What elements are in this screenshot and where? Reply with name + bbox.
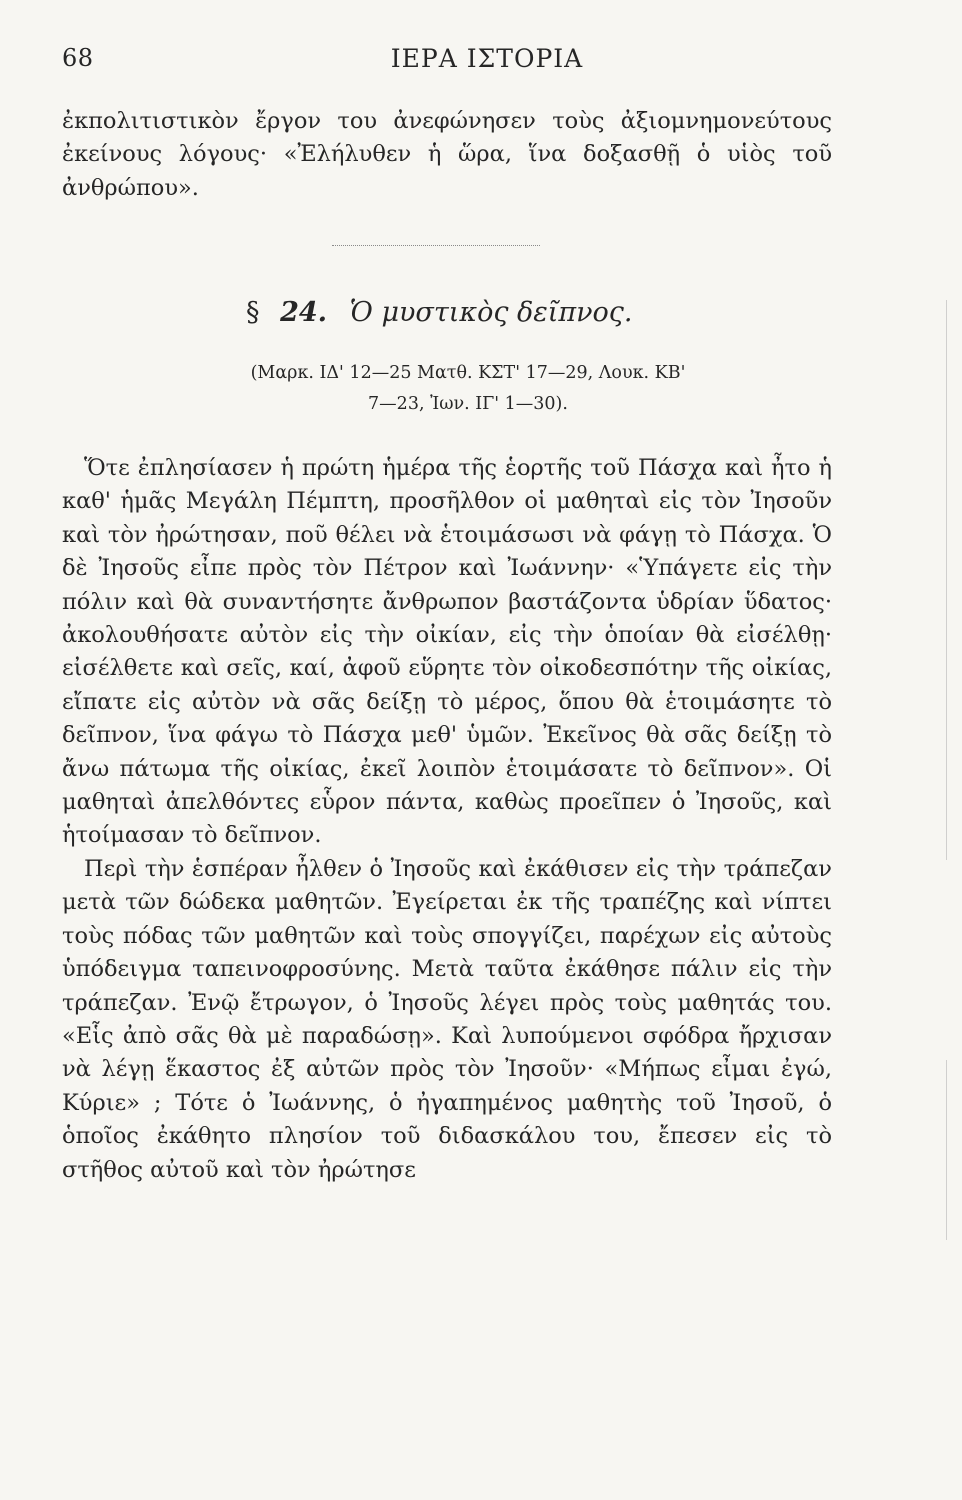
section-heading	[246, 297, 633, 328]
paragraph-passover-preparation: Ὅτε ἐπλησίασεν ἡ πρώτη ἡμέρα τῆς ἑορτῆς τοῦ Πάσχα καὶ ἦτο ἡ καθ' ἡμᾶς Μεγάλη Πέμπτη, προσῆλθον οἱ μαθηταὶ εἰς τὸν Ἰησοῦν καὶ τὸν ἠρώτησαν, ποῦ θέλει νὰ ἑτοιμάσωσι νὰ φάγῃ τὸ Πάσχα. Ὁ δὲ Ἰησοῦς εἶπε πρὸς τὸν Πέτρον καὶ Ἰωάννην· «Ὑπάγετε εἰς τὴν πόλιν καὶ θὰ συναντήσητε ἄνθρωπον βαστάζοντα ὑδρίαν ὕδατος· ἀκολουθήσατε αὐτὸν εἰς τὴν οἰκίαν, εἰς τὴν ὁποίαν θὰ εἰσέλθῃ· εἰσέλθετε καὶ σεῖς, καί, ἀφοῦ εὕρητε τὸν οἰκοδεσπότην τῆς οἰκίας, εἴπατε εἰς αὐτὸν νὰ σᾶς δείξῃ τὸ μέρος, ὅπου θὰ ἑτοιμάσητε τὸ δεῖπνον, ἵνα φάγω τὸ Πάσχα μεθ' ὑμῶν. Ἐκεῖνος θὰ σᾶς δείξῃ τὸ ἄνω πάτωμα τῆς οἰκίας, ἐκεῖ λοιπὸν ἑτοιμάσατε τὸ δεῖπνον». Οἱ μαθηταὶ ἀπελθόντες εὗρον πάντα, καθὼς προεῖπεν ὁ Ἰησοῦς, καὶ ἡτοίμασαν τὸ δεῖπνον.	[62, 455, 832, 849]
continued-paragraph: ἐκπολιτιστικὸν ἔργον του ἀνεφώνησεν τοὺς ἀξιομνημονεύτους ἐκείνους λόγους· «Ἐλήλυθεν ἡ ὥρα, ἵνα δοξασθῇ ὁ υἱὸς τοῦ ἀνθρώπου».	[62, 108, 832, 201]
page-number: 68	[62, 44, 94, 72]
reference-line-2: 7—23, Ἰων. ΙΓ' 1—30).	[368, 394, 568, 414]
section-title: Ὁ μυστικὸς δεῖπνος.	[349, 297, 633, 328]
section-number: 24.	[280, 297, 328, 328]
section-divider	[332, 245, 540, 246]
page-edge-shadow-lower	[946, 1060, 947, 1240]
scripture-references	[228, 358, 708, 420]
continued-paragraph-block	[62, 105, 832, 205]
page-edge-shadow	[946, 300, 947, 860]
reference-line-1: (Μαρκ. ΙΔ' 12—25 Ματθ. ΚΣΤ' 17—29, Λουκ. ΚΒ'	[250, 363, 686, 383]
section-sign: §	[246, 297, 260, 328]
page-header	[62, 44, 862, 84]
paragraph-last-supper: Περὶ τὴν ἑσπέραν ἦλθεν ὁ Ἰησοῦς καὶ ἐκάθισεν εἰς τὴν τράπεζαν μετὰ τῶν δώδεκα μαθητῶν. Ἐγείρεται ἐκ τῆς τραπέζης καὶ νίπτει τοὺς πόδας τῶν μαθητῶν καὶ τοὺς σπογγίζει, παρέχων εἰς αὐτοὺς ὑπόδειγμα ταπεινοφροσύνης. Μετὰ ταῦτα ἐκάθησε πάλιν εἰς τὴν τράπεζαν. Ἐνῷ ἔτρωγον, ὁ Ἰησοῦς λέγει πρὸς τοὺς μαθητάς του. «Εἷς ἀπὸ σᾶς θὰ μὲ παραδώσῃ». Καὶ λυπούμενοι σφόδρα ἤρχισαν νὰ λέγῃ ἕκαστος ἐξ αὐτῶν πρὸς τὸν Ἰησοῦν· «Μήπως εἶμαι ἐγώ, Κύριε» ; Τότε ὁ Ἰωάννης, ὁ ἠγαπημένος μαθητὴς τοῦ Ἰησοῦ, ὁ ὁποῖος ἐκάθητο πλησίον τοῦ διδασκάλου του, ἔπεσεν εἰς τὸ στῆθος αὐτοῦ καὶ τὸν ἠρώτησε	[62, 855, 832, 1183]
body-text	[62, 452, 832, 1187]
running-title: ΙΕΡΑ ΙΣΤΟΡΙΑ	[390, 44, 584, 73]
